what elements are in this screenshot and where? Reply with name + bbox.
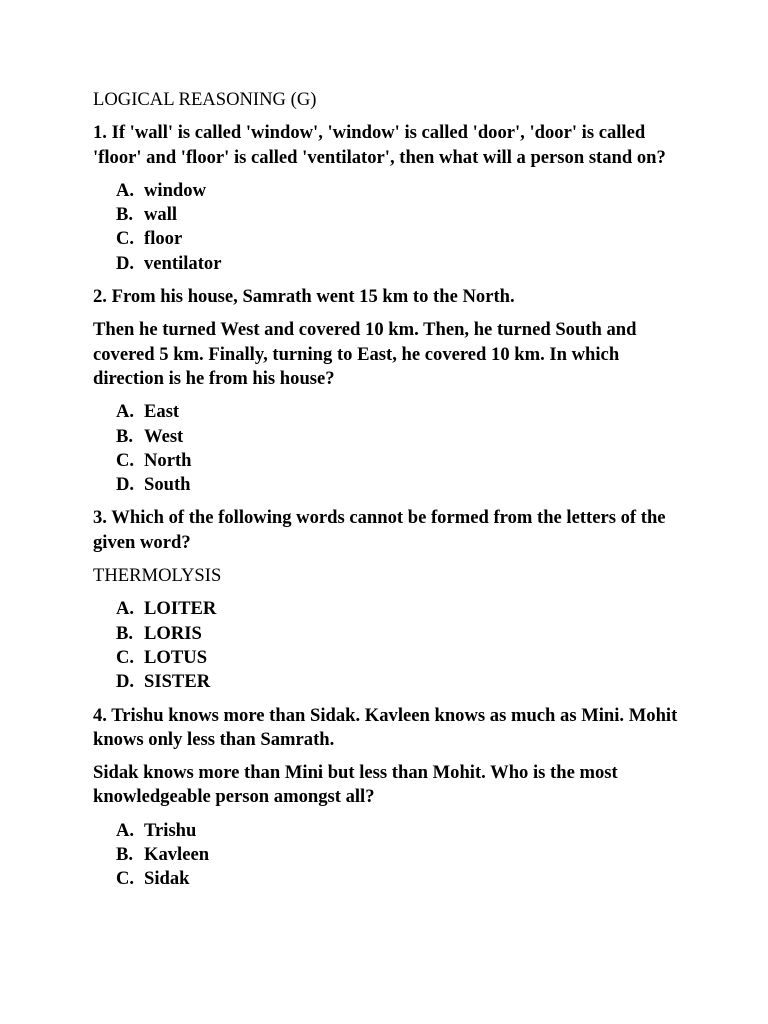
option-text: window: [144, 179, 207, 201]
option-item: [116, 622, 683, 646]
option-letter: C.: [116, 646, 135, 668]
option-letter: B.: [116, 204, 134, 226]
option-item: [116, 400, 683, 424]
option-text: West: [144, 425, 184, 447]
option-text: LORIS: [144, 622, 202, 644]
question-4-text-continued: Sidak knows more than Mini but less than Mohit. Who is the most knowledgeable person amongst all?: [93, 762, 618, 808]
option-letter: D.: [116, 252, 135, 274]
question-2: [93, 285, 683, 497]
option-item: [116, 597, 683, 621]
option-text: North: [144, 449, 192, 471]
option-item: [116, 252, 683, 276]
option-letter: B.: [116, 622, 134, 644]
option-text: wall: [144, 204, 178, 226]
option-item: [116, 867, 683, 891]
option-letter: A.: [116, 819, 135, 841]
option-item: [116, 819, 683, 843]
option-item: [116, 843, 683, 867]
question-3-options: [93, 597, 683, 694]
question-1: [93, 121, 683, 276]
option-text: Sidak: [144, 868, 190, 890]
option-item: [116, 646, 683, 670]
question-2-options: [93, 400, 683, 497]
option-letter: C.: [116, 868, 135, 890]
option-item: [116, 179, 683, 203]
option-item: [116, 227, 683, 251]
option-letter: A.: [116, 401, 135, 423]
option-item: [116, 203, 683, 227]
option-letter: D.: [116, 474, 135, 496]
option-text: LOITER: [144, 598, 217, 620]
question-4-text: 4. Trishu knows more than Sidak. Kavleen knows as much as Mini. Mohit knows only less than Samrath.: [93, 704, 678, 750]
question-2-text: 2. From his house, Samrath went 15 km to the North.: [93, 286, 515, 308]
option-letter: C.: [116, 449, 135, 471]
question-1-text: 1. If 'wall' is called 'window', 'window' is called 'door', 'door' is called 'floor' and 'floor' is called 'ventilator', then what will a person stand on?: [93, 122, 666, 168]
option-text: ventilator: [144, 252, 222, 274]
option-text: floor: [144, 228, 183, 250]
option-letter: B.: [116, 844, 134, 866]
option-text: Trishu: [144, 819, 197, 841]
option-item: [116, 449, 683, 473]
option-letter: D.: [116, 671, 135, 693]
option-letter: C.: [116, 228, 135, 250]
option-letter: A.: [116, 179, 135, 201]
option-text: East: [144, 401, 180, 423]
option-item: [116, 670, 683, 694]
document-page: [93, 88, 683, 901]
option-item: [116, 473, 683, 497]
question-4: [93, 704, 683, 892]
option-text: Kavleen: [144, 844, 210, 866]
question-2-text-continued: Then he turned West and covered 10 km. Then, he turned South and covered 5 km. Finally, turning to East, he covered 10 km. In which direction is he from his house?: [93, 319, 637, 389]
option-text: SISTER: [144, 671, 211, 693]
question-1-options: [93, 179, 683, 276]
question-3-text: 3. Which of the following words cannot be formed from the letters of the given word?: [93, 507, 666, 553]
question-4-options: [93, 819, 683, 892]
option-letter: B.: [116, 425, 134, 447]
option-text: LOTUS: [144, 646, 208, 668]
question-3: [93, 506, 683, 694]
option-text: South: [144, 474, 191, 496]
question-3-given-word: THERMOLYSIS: [93, 565, 222, 587]
document-title: LOGICAL REASONING (G): [93, 89, 317, 110]
option-letter: A.: [116, 598, 135, 620]
option-item: [116, 425, 683, 449]
